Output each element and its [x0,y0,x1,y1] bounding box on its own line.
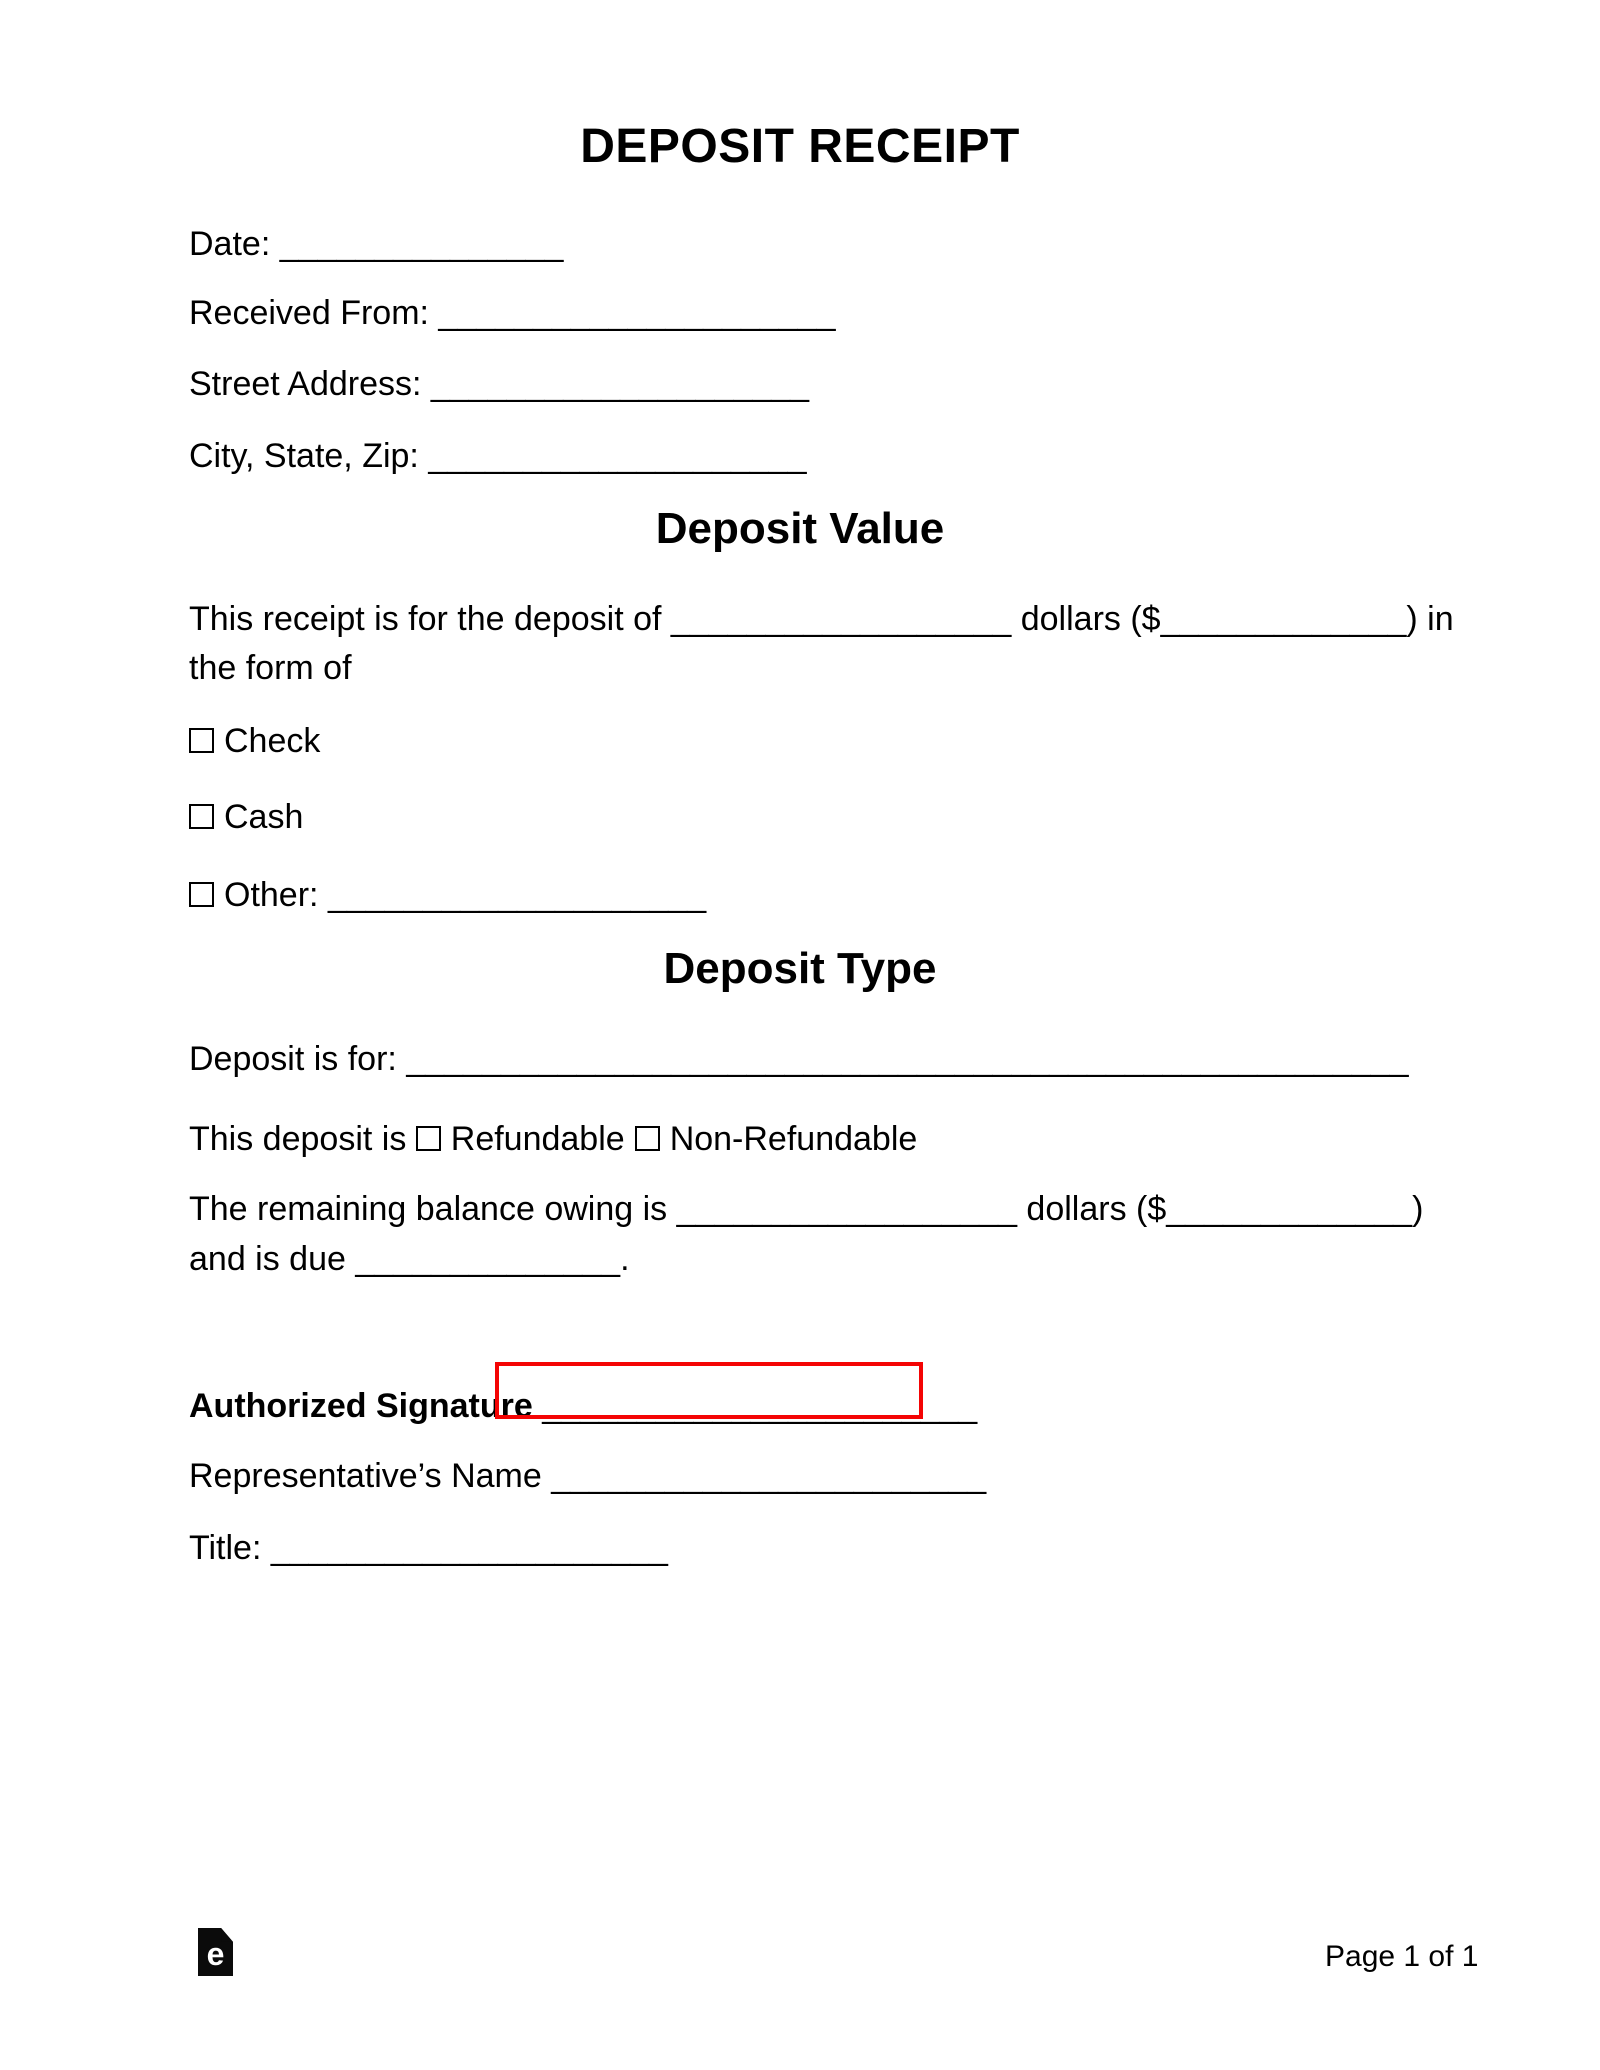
due-prefix: and is due [189,1240,356,1278]
option-cash [189,797,303,838]
signature-highlight-box[interactable] [495,1362,923,1419]
deposit-value-suffix: ) in [1406,600,1454,638]
non-refundable-checkbox[interactable] [635,1126,660,1151]
field-received-from [189,293,836,334]
cash-label: Cash [224,798,304,836]
deposit-value-line2-text: the form of [189,649,352,687]
deposit-value-middle: dollars ($ [1011,600,1161,638]
balance-words-blank: __________________ [676,1190,1017,1228]
city-state-zip-label: City, State, Zip: [189,437,429,475]
page-number-text: Page 1 of 1 [1325,1940,1479,1973]
due-date-blank: ______________ [355,1240,621,1278]
street-address-label: Street Address: [189,365,431,403]
balance-numeric-blank: _____________ [1166,1190,1413,1228]
cash-checkbox[interactable] [189,804,214,829]
refundable-label: Refundable [450,1120,625,1158]
date-label: Date: [189,225,280,263]
representative-name-line [189,1456,986,1497]
page-number [1325,1939,1478,1975]
street-address-blank: ____________________ [430,365,810,403]
deposit-is-for-blank: _____________________________________________________ [406,1040,1409,1078]
title-field-label: Title: [189,1529,271,1567]
date-blank: _______________ [279,225,564,263]
due-suffix: . [620,1240,630,1278]
deposit-is-for-line [189,1039,1409,1080]
other-blank: ____________________ [327,876,707,914]
remaining-balance-line1 [189,1189,1423,1230]
title-field-blank: _____________________ [270,1529,668,1567]
eforms-logo [198,1928,233,1976]
received-from-blank: _____________________ [438,294,836,332]
deposit-amount-numeric-blank: _____________ [1160,600,1407,638]
field-date [189,224,563,265]
check-label: Check [224,722,321,760]
authorized-signature-blank: _______________________ [542,1387,978,1425]
non-refundable-label: Non-Refundable [669,1120,918,1158]
eforms-logo-letter: e [206,1936,225,1972]
other-checkbox[interactable] [189,882,214,907]
deposit-is-for-label: Deposit is for: [189,1040,407,1078]
other-label: Other: [224,876,328,914]
balance-middle: dollars ($ [1016,1190,1167,1228]
balance-prefix: The remaining balance owing is [189,1190,677,1228]
page-title-text: DEPOSIT RECEIPT [580,120,1020,173]
title-field-line [189,1528,668,1569]
refundable-line [189,1119,917,1160]
city-state-zip-blank: ____________________ [428,437,807,475]
refundable-prefix: This deposit is [189,1120,416,1158]
remaining-balance-line2 [189,1239,630,1280]
option-check [189,721,320,762]
balance-suffix: ) [1412,1190,1424,1228]
authorized-signature-label: Authorized Signature [189,1387,543,1425]
representative-name-blank: _______________________ [551,1457,987,1495]
check-checkbox[interactable] [189,728,214,753]
received-from-label: Received From: [189,294,439,332]
deposit-value-sentence-line1 [189,599,1454,640]
field-city-state-zip [189,436,807,477]
deposit-value-heading-text: Deposit Value [655,504,945,553]
section-heading-deposit-type [0,943,1600,996]
page-title [0,118,1600,176]
deposit-amount-words-blank: __________________ [670,600,1012,638]
deposit-value-sentence-line2 [189,648,352,689]
option-other [189,875,706,916]
section-heading-deposit-value [0,503,1600,556]
field-street-address [189,364,809,405]
deposit-type-heading-text: Deposit Type [663,944,937,993]
deposit-value-prefix: This receipt is for the deposit of [189,600,671,638]
refundable-checkbox[interactable] [416,1126,441,1151]
representative-name-label: Representative’s Name [189,1457,552,1495]
